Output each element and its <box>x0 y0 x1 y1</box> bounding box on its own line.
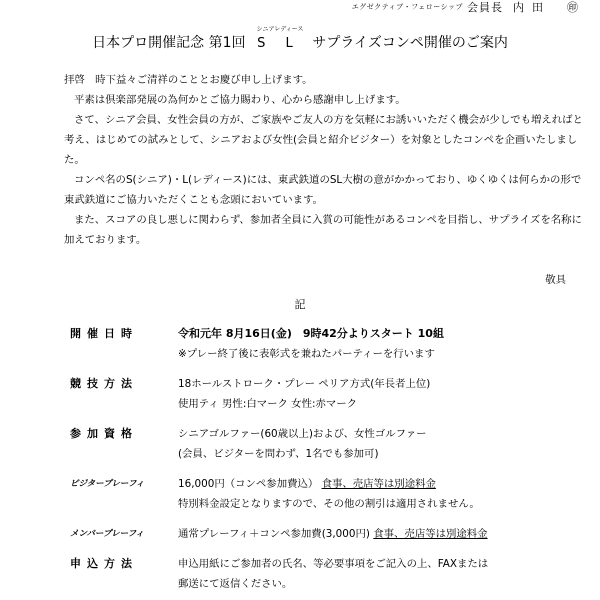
name-origin-paragraph: コンペ名のS(シニア)・L(レディース)には、東武鉄道のSL大樹の意がかかっており、ゆくゆくは何らかの形で東武鉄道にご協力いただくことも念頭においています。 <box>64 174 582 206</box>
member-fee-amount: 通常プレーフィ＋コンペ参加費(3,000円) <box>178 528 370 540</box>
visitor-fee-extra: 食事、売店等は別途料金 <box>321 478 436 490</box>
member-fee-value <box>178 524 588 544</box>
title-suffix: サプライズコンペ開催のご案内 <box>312 35 508 51</box>
member-fee-extra: 食事、売店等は別途料金 <box>373 528 488 540</box>
sender-role: 会員長 <box>467 1 503 14</box>
sender-name-last: 田 <box>532 1 543 14</box>
purpose-paragraph: さて、シニア会員、女性会員の方が、ご家族やご友人の方を気軽にお誘いいただく機会が少しでも増えればと考え、はじめての試みとして、シニアおよび女性(会員と紹介ビジター）を対象としたコンペを企画いたしました。 <box>64 114 583 166</box>
eligibility-value: シニアゴルファー(60歳以上)および、女性ゴルファー <box>178 428 427 440</box>
visitor-fee-note: 特別料金設定となりますので、その他の割引は適用されません。 <box>178 498 480 510</box>
schedule-label: 開催日時 <box>70 327 138 340</box>
greeting-paragraph: 拝啓 時下益々ご清祥のこととお慶び申し上げます。 <box>64 74 313 86</box>
visitor-fee-label: ビジタープレーフィ <box>70 479 145 489</box>
seal-mark: ㊞ <box>567 1 578 14</box>
apply-label: 申込方法 <box>70 557 138 570</box>
format-value: 18ホールストローク・プレー ペリア方式(年長者上位) <box>178 378 431 390</box>
visitor-fee-value <box>178 474 588 494</box>
sender-organization: エグゼクティブ・フェローシップ <box>351 3 463 11</box>
schedule-value <box>178 324 588 344</box>
member-fee-label: メンバープレーフィ <box>70 529 145 539</box>
apply-value: 申込用紙にご参加者の氏名、等必要事項をご記入の上、FAXまたは <box>178 558 489 570</box>
title-prefix: 日本プロ開催記念 第1回 <box>92 35 246 51</box>
title-sl-ruby: シニアレディース <box>256 26 304 33</box>
eligibility-label: 参加資格 <box>70 427 138 440</box>
eligibility-note: (会員、ビジターを問わず、1名でも参加可) <box>178 448 379 460</box>
apply-note: 郵送にて返信ください。 <box>178 578 293 590</box>
surprise-paragraph: また、スコアの良し悪しに関わらず、参加者全員に入賞の可能性があるコンペを目指し、サプライズを名称に加えております。 <box>64 214 582 246</box>
sender-name-first: 内 <box>513 1 524 14</box>
thanks-paragraph: 平素は倶楽部発展の為何かとご協力賜わり、心から感謝申し上げます。 <box>74 94 406 106</box>
schedule-note: ※プレー終了後に表彰式を兼ねたパーティーを行います <box>178 348 435 360</box>
closing-phrase: 敬具 <box>545 274 566 286</box>
title-sl-letters: S L <box>257 36 301 51</box>
format-label: 競技方法 <box>70 377 138 390</box>
visitor-fee-amount: 16,000円（コンペ参加費込） <box>178 478 319 490</box>
format-note: 使用ティ 男性:白マーク 女性:赤マーク <box>178 398 358 410</box>
schedule-date: 令和元年 8月16日(金) 9時42分よりスタート 10組 <box>178 327 444 340</box>
ki-heading: 記 <box>294 298 306 311</box>
